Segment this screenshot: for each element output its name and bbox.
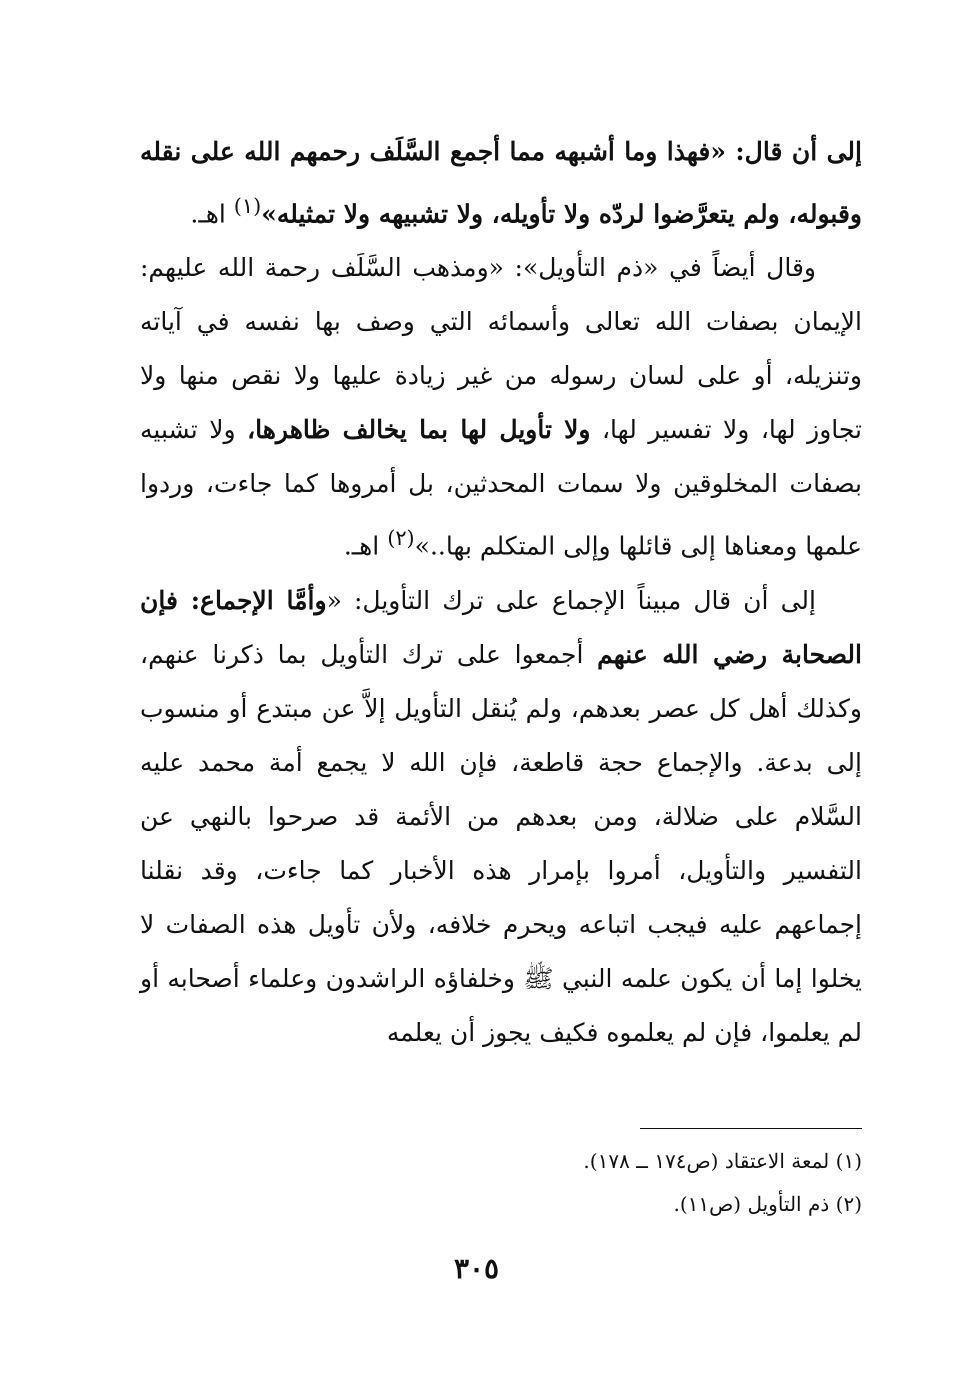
paragraph-3-seg-3: أجمعوا على ترك التأويل بما ذكرنا عنهم، وكذلك أهل كل عصر بعدهم، ولم يُنقل التأويل إلاَّ عن مبتدع أو منسوب إلى بدعة. والإجماع حجة قاطعة، فإن الله لا يجمع أمة محمد عليه السَّلام على ضلالة، ومن بعدهم من الأئمة قد صرحوا بالنهي عن التفسير والتأويل، أمروا بإمرار هذه الأخبار كما جاءت، وقد نقلنا إجماعهم عليه فيجب اتباعه ويحرم خلافه، ولأن تأويل هذه الصفات لا يخلوا إما أن يكون علمه النبي ﷺ وخلفاؤه الراشدون وعلماء أصحابه أو لم يعلموا، فإن لم يعلموه فكيف يجوز أن يعلمه (140, 639, 863, 1047)
footnote-separator (640, 1128, 862, 1129)
footnote-2-text: ذم التأويل (ص١١). (673, 1192, 830, 1216)
body-text (140, 125, 862, 1060)
paragraph-2-bold: ولا تأويل لها بما يخالف ظاهرها، (247, 415, 591, 445)
footnote-2-marker: (٢) (835, 1192, 862, 1216)
paragraph-3 (140, 574, 862, 1060)
paragraph-1-seg-1: إلى أن قال: (725, 137, 862, 166)
paragraph-1 (140, 125, 862, 241)
footnote-2 (140, 1183, 862, 1226)
paragraph-2 (140, 241, 862, 573)
footnote-1 (140, 1140, 862, 1183)
footnotes (140, 1140, 862, 1226)
paragraph-2-seg-3: ولا تشبيه بصفات المخلوقين ولا سمات المحدثين، بل أمروها كما جاءت، وردوا علمها ومعناها إلى قائلها وإلى المتكلم بها..» (140, 415, 862, 561)
paragraph-1-end: اهـ. (190, 199, 234, 229)
paragraph-3-seg-1: إلى أن قال مبيناً الإجماع على ترك التأويل: « (326, 585, 816, 615)
paragraph-3-bold: وأمَّا الإجماع: فإن الصحابة رضي الله عنهم (140, 585, 862, 669)
paragraph-1-quote: «فهذا وما أشبهه مما أجمع السَّلَف رحمهم الله على نقله وقبوله، ولم يتعرَّضوا لردّه ولا تأويله، ولا تشبيهه ولا تمثيله» (140, 137, 862, 229)
footnote-ref-2: (٢) (387, 526, 415, 551)
paragraph-2-end: اهـ. (343, 531, 388, 561)
footnote-1-text: لمعة الاعتقاد (ص١٧٤ ــ ١٧٨). (583, 1149, 830, 1173)
footnote-ref-1: (١) (233, 194, 262, 218)
paragraph-2-seg-1: وقال أيضاً في «ذم التأويل»: «ومذهب السَّلَف رحمة الله عليهم: الإيمان بصفات الله تعالى وأسمائه التي وصف بها نفسه في آياته وتنزيله، أو على لسان رسوله من غير زيادة عليها ولا نقص منها ولا تجاوز لها، ولا تفسير لها، (140, 253, 863, 445)
page-number: ٣٠٥ (453, 1252, 500, 1285)
footnote-1-marker: (١) (835, 1149, 862, 1173)
